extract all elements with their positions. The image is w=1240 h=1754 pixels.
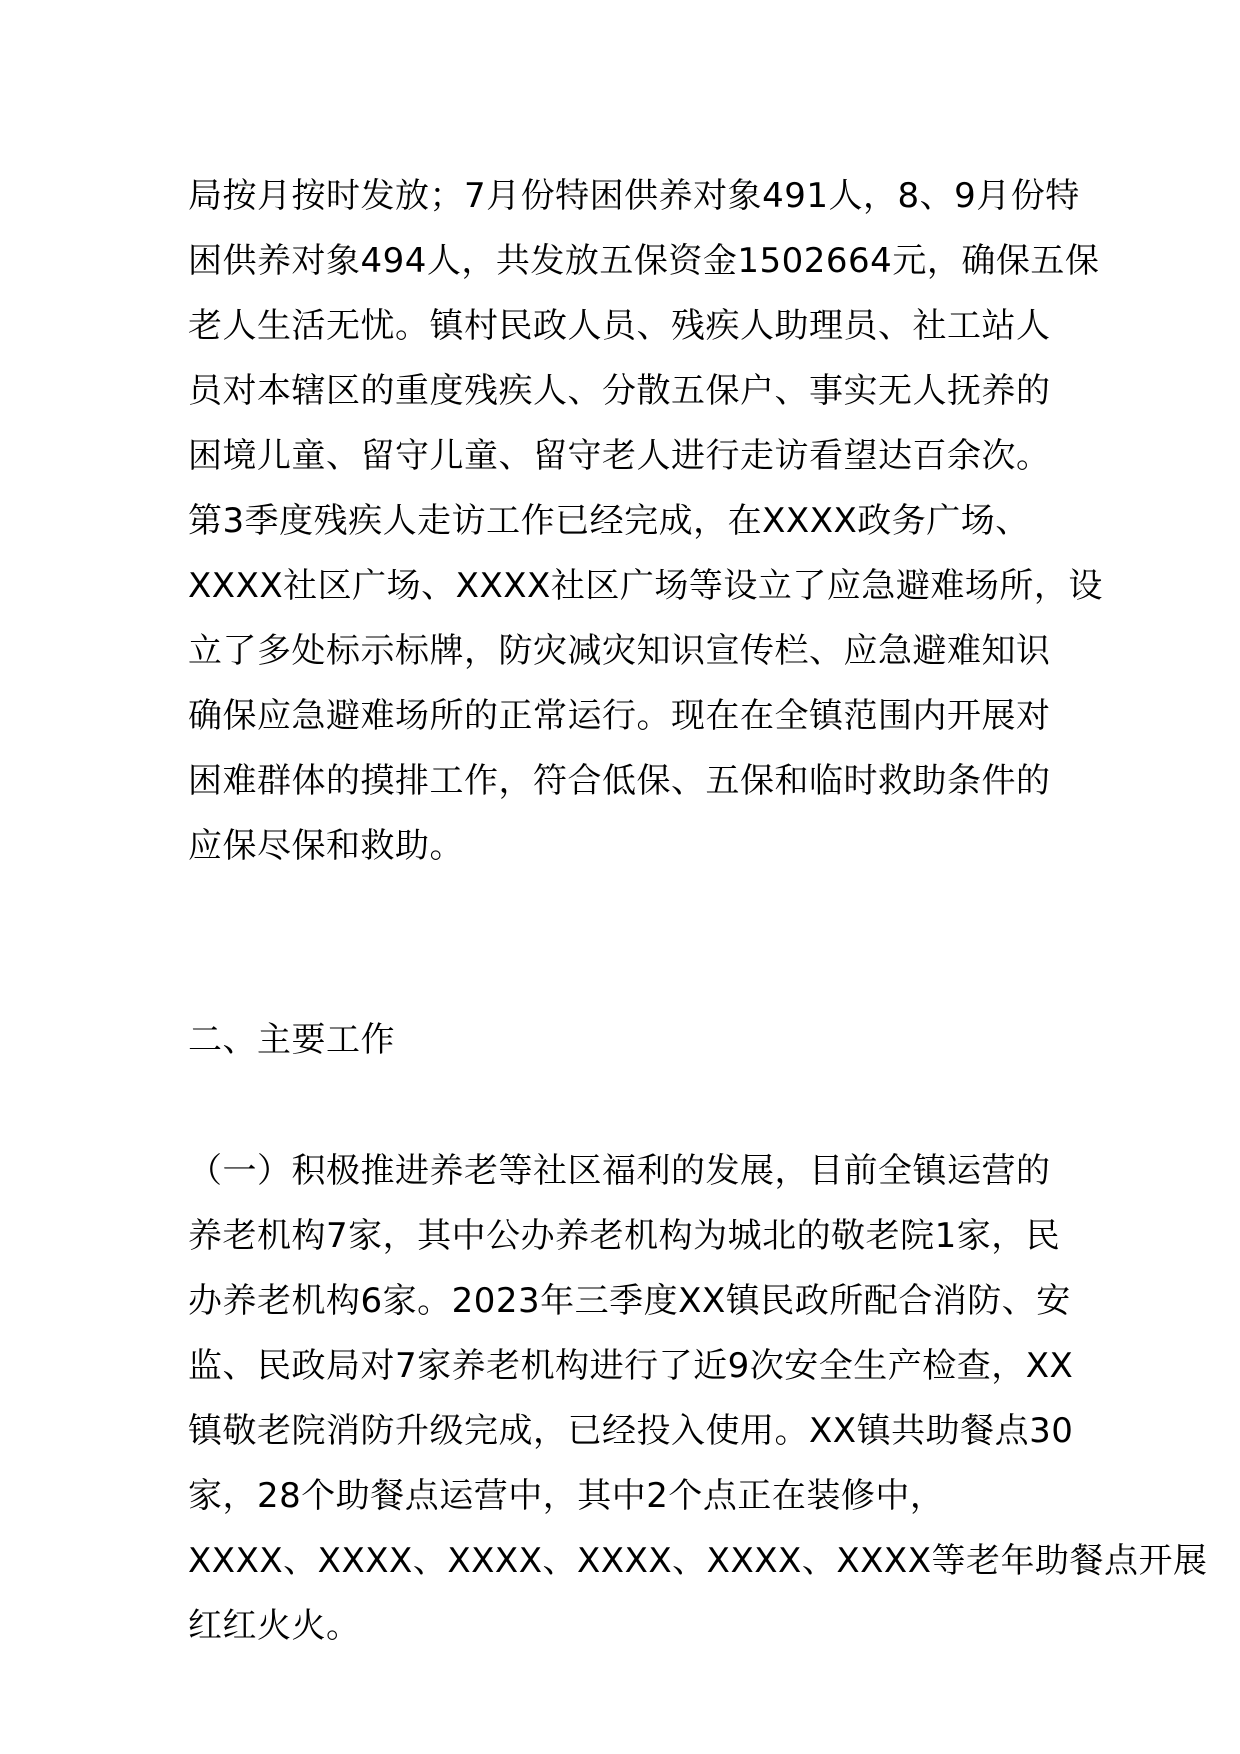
paragraph-line: XXXX、XXXX、XXXX、XXXX、XXXX、XXXX等老年助餐点开展 [188,1541,1208,1581]
paragraph-line: 局按月按时发放；7月份特困供养对象491人，8、9月份特 [188,176,1080,216]
paragraph-line: 应保尽保和救助。 [188,826,464,866]
section-heading: 二、主要工作 [188,1020,395,1060]
paragraph-line: 办养老机构6家。2023年三季度XX镇民政所配合消防、安 [188,1281,1071,1321]
paragraph-line: 红红火火。 [188,1606,361,1646]
paragraph-line: 老人生活无忧。镇村民政人员、残疾人助理员、社工站人 [188,306,1051,346]
paragraph-line: 困难群体的摸排工作，符合低保、五保和临时救助条件的 [188,761,1051,801]
paragraph-line: 养老机构7家，其中公办养老机构为城北的敬老院1家，民 [188,1216,1061,1256]
paragraph-line: 员对本辖区的重度残疾人、分散五保户、事实无人抚养的 [188,371,1051,411]
paragraph-line: 第3季度残疾人走访工作已经完成，在XXXX政务广场、 [188,501,1030,541]
paragraph-line: （一）积极推进养老等社区福利的发展，目前全镇运营的 [188,1151,1051,1191]
paragraph-line: 困境儿童、留守儿童、留守老人进行走访看望达百余次。 [188,436,1051,476]
paragraph-line: 困供养对象494人，共发放五保资金1502664元，确保五保 [188,241,1100,281]
paragraph-line: 立了多处标示标牌，防灾减灾知识宣传栏、应急避难知识 [188,631,1051,671]
paragraph-line: 监、民政局对7家养老机构进行了近9次安全生产检查，XX [188,1346,1074,1386]
paragraph-line: XXXX社区广场、XXXX社区广场等设立了应急避难场所，设 [188,566,1103,606]
paragraph-line: 家，28个助餐点运营中，其中2个点正在装修中， [188,1476,945,1516]
paragraph-line: 镇敬老院消防升级完成，已经投入使用。XX镇共助餐点30 [188,1411,1074,1451]
paragraph-line: 确保应急避难场所的正常运行。现在在全镇范围内开展对 [188,696,1051,736]
